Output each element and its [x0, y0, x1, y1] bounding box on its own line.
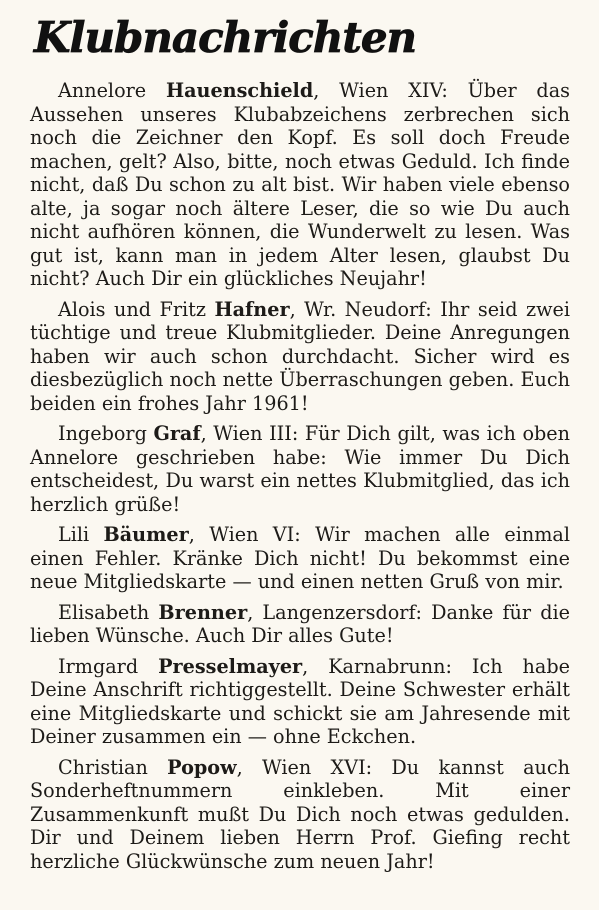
news-entry-hauenschield — [30, 79, 570, 291]
entry-surname: Presselmayer — [158, 654, 303, 678]
entry-surname: Hauenschield — [165, 79, 314, 102]
news-entry-popow — [30, 756, 570, 874]
news-entry-baeumer — [30, 523, 570, 594]
entry-first-name: Christian — [58, 755, 168, 779]
entry-first-name: Alois und Fritz — [58, 297, 215, 321]
entry-first-name: Annelore — [58, 79, 166, 102]
entry-message: , Karnabrunn: Ich habe Deine Anschrift richtiggestellt. Deine Schwester erhält eine Mitgliedskarte und schickt sie am Jahresende mit Deiner zusammen ein — ohne Eckchen. — [30, 654, 570, 748]
news-entry-graf — [30, 422, 570, 516]
news-entry-presselmayer — [30, 655, 570, 749]
news-entry-brenner — [30, 601, 570, 648]
entry-message: , Langenzersdorf: Danke für die lieben Wünsche. Auch Dir alles Gute! — [30, 600, 571, 647]
news-entry-hafner — [30, 298, 570, 416]
entry-first-name: Ingeborg — [58, 422, 154, 445]
entry-message: , Wr. Neudorf: Ihr seid zwei tüchtige und treue Klubmitglieder. Deine Anregungen haben wir auch schon durchdacht. Sicher wird es diesbezüglich noch nette Überraschungen geben. Euch beiden ein frohes Jahr 1961! — [30, 297, 570, 415]
masthead-title — [32, 8, 452, 68]
entry-surname: Graf — [153, 422, 201, 445]
entry-message: , Wien XIV: Über das Aussehen unseres Klubabzeichens zerbrechen sich noch die Zeichner den Kopf. Es soll doch Freude machen, gelt? Also, bitte, noch etwas Geduld. Ich finde nicht, daß Du schon zu alt bist. Wir haben viele ebenso alte, ja sogar noch ältere Leser, die so wie Du auch nicht aufhören können, die Wunderwelt zu lesen. Was gut ist, kann man in jedem Alter lesen, glaubst Du nicht? Auch Dir ein glückliches Neujahr! — [30, 79, 570, 290]
entry-surname: Popow — [167, 755, 237, 779]
club-news-column — [30, 79, 570, 880]
entry-first-name: Irmgard — [58, 654, 159, 678]
entry-first-name: Lili — [58, 523, 104, 546]
entry-surname: Hafner — [214, 297, 290, 321]
entry-first-name: Elisabeth — [58, 600, 159, 624]
masthead-title-text: Klubnachrichten — [34, 13, 417, 62]
entry-message: , Wien VI: Wir machen alle einmal einen Fehler. Kränke Dich nicht! Du bekommst eine neue Mitgliedskarte — und einen netten Gruß von mir. — [30, 523, 570, 593]
entry-surname: Brenner — [158, 600, 248, 624]
entry-message: , Wien III: Für Dich gilt, was ich oben Annelore geschrieben habe: Wie immer Du Dich entscheidest, Du warst ein nettes Klubmitglied, das ich herzlich grüße! — [30, 422, 570, 516]
entry-message: , Wien XVI: Du kannst auch Sonderheftnummern einkleben. Mit einer Zusammenkunft mußt Du Dich noch etwas gedulden. Dir und Deinem lieben Herrn Prof. Giefing recht herzliche Glückwünsche zum neuen Jahr! — [30, 755, 571, 873]
entry-surname: Bäumer — [103, 523, 189, 546]
